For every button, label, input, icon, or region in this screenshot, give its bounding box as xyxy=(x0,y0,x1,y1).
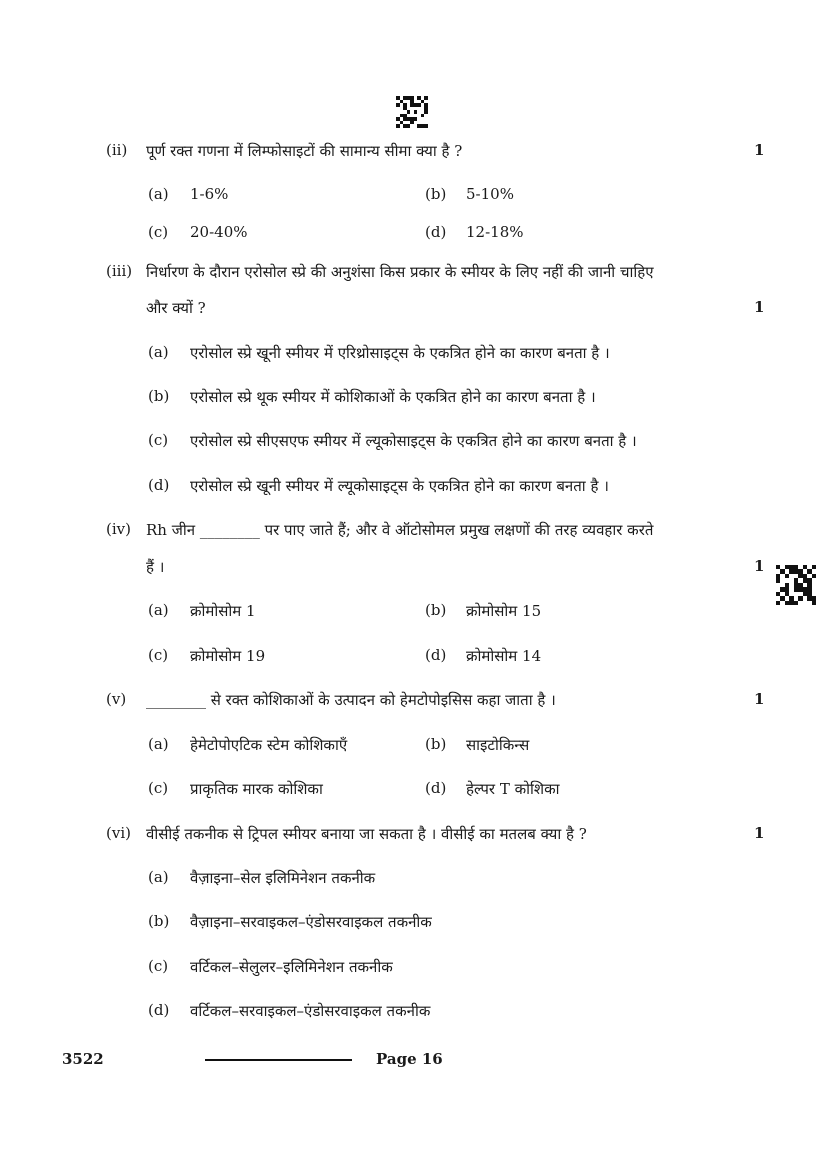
option-text: एरोसोल स्प्रे सीएसएफ स्मीयर में ल्यूकोसाइट्स के एकत्रित होने का कारण बनता है । xyxy=(190,432,637,450)
option-label: (a) xyxy=(148,735,169,753)
option-label: (d) xyxy=(148,1001,170,1019)
option-text: एरोसोल स्प्रे खूनी स्मीयर में एरिथ्रोसाइट्स के एकत्रित होने का कारण बनता है । xyxy=(190,344,610,362)
option-label: (b) xyxy=(425,601,447,619)
page-number: Page 16 xyxy=(376,1050,443,1068)
option-text: क्रोमोसोम 1 xyxy=(190,602,256,620)
question-text-line1: निर्धारण के दौरान एरोसोल स्प्रे की अनुशंसा किस प्रकार के स्मीयर के लिए नहीं की जानी चाहिए xyxy=(146,263,654,281)
option-label: (c) xyxy=(148,223,169,241)
option-text: 12-18% xyxy=(466,223,524,241)
option-label: (d) xyxy=(425,779,447,797)
option-label: (a) xyxy=(148,868,169,886)
option-text: क्रोमोसोम 19 xyxy=(190,647,266,665)
option-label: (b) xyxy=(425,185,447,203)
option-label: (b) xyxy=(148,912,170,930)
question-number: (v) xyxy=(106,690,127,708)
question-number: (ii) xyxy=(106,141,128,159)
option-label: (b) xyxy=(148,387,170,405)
marks: 1 xyxy=(754,824,765,842)
question-number: (vi) xyxy=(106,824,131,842)
option-label: (c) xyxy=(148,646,169,664)
option-text: वैज़ाइना–सरवाइकल–एंडोसरवाइकल तकनीक xyxy=(190,913,432,931)
option-text: वर्टिकल–सरवाइकल–एंडोसरवाइकल तकनीक xyxy=(190,1002,431,1020)
option-text: क्रोमोसोम 14 xyxy=(466,647,542,665)
option-text: एरोसोल स्प्रे खूनी स्मीयर में ल्यूकोसाइट्स के एकत्रित होने का कारण बनता है । xyxy=(190,477,609,495)
question-text-line2: और क्यों ? xyxy=(146,299,206,317)
option-text: क्रोमोसोम 15 xyxy=(466,602,542,620)
option-text: 20-40% xyxy=(190,223,248,241)
option-label: (c) xyxy=(148,957,169,975)
option-text: हेल्पर T कोशिका xyxy=(466,780,560,798)
option-label: (b) xyxy=(425,735,447,753)
paper-code: 3522 xyxy=(62,1050,104,1068)
question-number: (iv) xyxy=(106,520,131,538)
option-text: प्राकृतिक मारक कोशिका xyxy=(190,780,323,798)
option-text: वैज़ाइना–सेल इलिमिनेशन तकनीक xyxy=(190,869,376,887)
marks: 1 xyxy=(754,141,765,159)
option-text: 5-10% xyxy=(466,185,514,203)
question-text: पूर्ण रक्त गणना में लिम्फोसाइटों की सामान्य सीमा क्या है ? xyxy=(146,142,463,160)
marks: 1 xyxy=(754,690,765,708)
question-text-line1: Rh जीन ________ पर पाए जाते हैं; और वे ऑटोसोमल प्रमुख लक्षणों की तरह व्यवहार करते xyxy=(146,521,654,539)
option-text: वर्टिकल–सेलुलर–इलिमिनेशन तकनीक xyxy=(190,958,393,976)
option-text: एरोसोल स्प्रे थूक स्मीयर में कोशिकाओं के एकत्रित होने का कारण बनता है । xyxy=(190,388,596,406)
qr-code-side-icon xyxy=(776,565,816,605)
option-label: (d) xyxy=(425,223,447,241)
option-label: (c) xyxy=(148,431,169,449)
option-label: (d) xyxy=(425,646,447,664)
option-text: साइटोकिन्स xyxy=(466,736,530,754)
option-label: (d) xyxy=(148,476,170,494)
marks: 1 xyxy=(754,298,765,316)
question-text: ________ से रक्त कोशिकाओं के उत्पादन को हेमटोपोइसिस कहा जाता है । xyxy=(146,691,556,709)
footer-divider xyxy=(205,1059,352,1061)
option-label: (a) xyxy=(148,185,169,203)
marks: 1 xyxy=(754,557,765,575)
option-label: (a) xyxy=(148,343,169,361)
question-text: वीसीई तकनीक से ट्रिपल स्मीयर बनाया जा सकता है । वीसीई का मतलब क्या है ? xyxy=(146,825,587,843)
question-text-line2: हैं । xyxy=(146,558,165,576)
option-text: हेमेटोपोएटिक स्टेम कोशिकाएँ xyxy=(190,736,348,754)
option-label: (c) xyxy=(148,779,169,797)
question-number: (iii) xyxy=(106,262,133,280)
qr-code-top-icon xyxy=(396,96,428,128)
option-text: 1-6% xyxy=(190,185,229,203)
option-label: (a) xyxy=(148,601,169,619)
